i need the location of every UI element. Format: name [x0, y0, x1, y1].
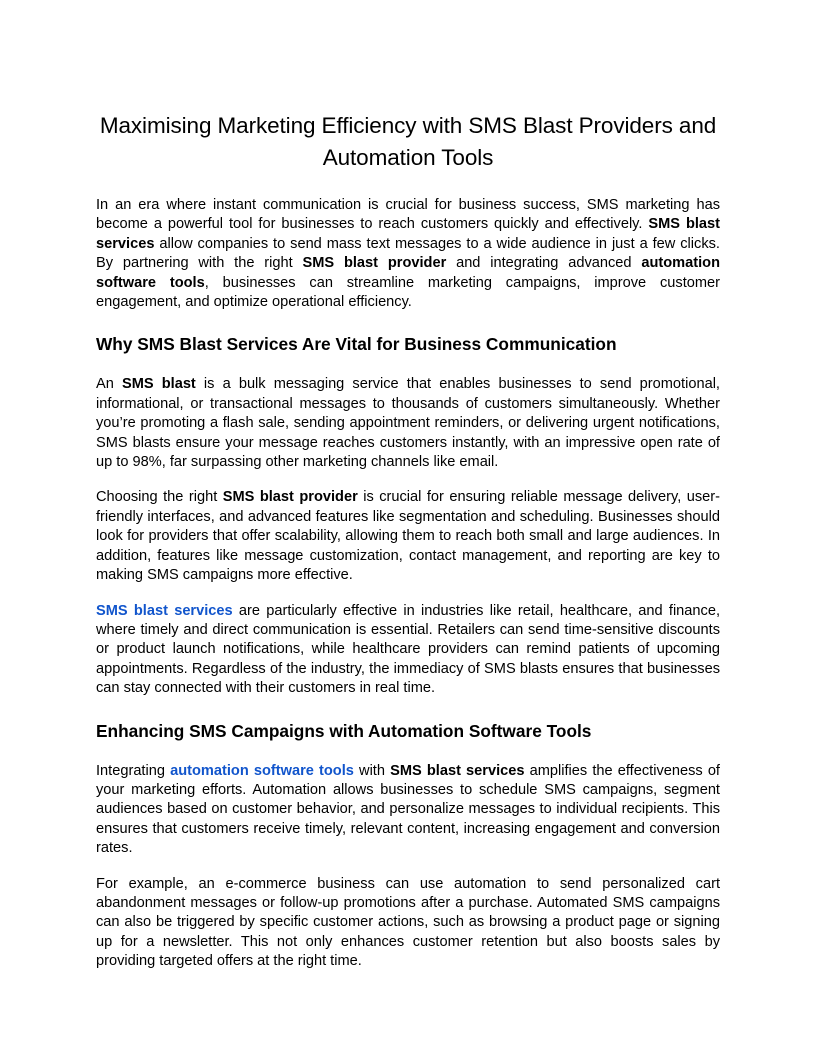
text: In an era where instant communication is crucial for business success, SMS marketing has become a powerful tool for businesses to reach customers quickly and effectively. [96, 197, 720, 233]
paragraph [96, 375, 720, 472]
section-heading-automation: Enhancing SMS Campaigns with Automation Software Tools [96, 720, 592, 741]
text: with [353, 762, 391, 779]
text: and integrating advanced [446, 255, 642, 272]
text: For example, an e-commerce business can use automation to send personalized cart abandonment messages or follow-up promotions after a purchase. Automated SMS campaigns can also be triggered by specific customer actions, such as browsing a product page or signing up for a newsletter. This not only enhances customer retention but also boosts sales by providing targeted offers at the right time. [96, 875, 720, 970]
bold-term: automation software tools [96, 255, 721, 291]
bold-term: SMS blast provider [302, 255, 447, 272]
document-page [96, 110, 720, 988]
paragraph [96, 762, 720, 859]
paragraph [96, 488, 720, 585]
bold-term: SMS blast services [390, 762, 525, 779]
text: Integrating [96, 762, 171, 779]
text: An [96, 376, 122, 393]
text: , businesses can streamline marketing campaigns, improve customer engagement, and optimize operational efficiency. [96, 274, 720, 311]
link-automation-software-tools[interactable]: automation software tools [170, 762, 354, 779]
text: is crucial for ensuring reliable message delivery, user-friendly interfaces, and advanced features like segmentation and scheduling. Businesses should look for providers that offer scalability, allowing them to reach both small and large audiences. In addition, features like message customization, contact management, and reporting are key to making SMS campaigns more effective. [96, 489, 720, 584]
text: are particularly effective in industries like retail, healthcare, and finance, where timely and direct communication is essential. Retailers can send time-sensitive discounts or product launch notifications, while healthcare providers can remind patients of upcoming appointments. Regardless of the industry, the immediacy of SMS blasts ensures that businesses can stay connected with their customers in real time. [96, 602, 720, 697]
paragraph [96, 875, 720, 972]
link-sms-blast-services[interactable]: SMS blast services [96, 602, 233, 619]
bold-term: SMS blast [121, 376, 196, 393]
text: Choosing the right [96, 489, 223, 506]
bold-term: SMS blast services [96, 216, 720, 252]
bold-term: SMS blast provider [222, 489, 358, 506]
section-heading-why-sms: Why SMS Blast Services Are Vital for Business Communication [96, 334, 617, 355]
document-title: Maximising Marketing Efficiency with SMS Blast Providers and Automation Tools [99, 113, 717, 170]
text: amplifies the effectiveness of your marketing efforts. Automation allows businesses to schedule SMS campaigns, segment audiences based on customer behavior, and personalize messages to individual recipients. This ensures that customers receive timely, relevant content, increasing engagement and conversion rates. [96, 762, 720, 857]
paragraph [96, 602, 720, 699]
text: allow companies to send mass text messages to a wide audience in just a few clicks. By partnering with the right [96, 235, 720, 272]
intro-paragraph [96, 196, 720, 312]
text: is a bulk messaging service that enables businesses to send promotional, informational, or transactional messages to thousands of customers simultaneously. Whether you’re promoting a flash sale, sending appointment reminders, or delivering urgent notifications, SMS blasts ensure your message reaches customers instantly, with an impressive open rate of up to 98%, far surpassing other marketing channels like email. [96, 376, 720, 471]
